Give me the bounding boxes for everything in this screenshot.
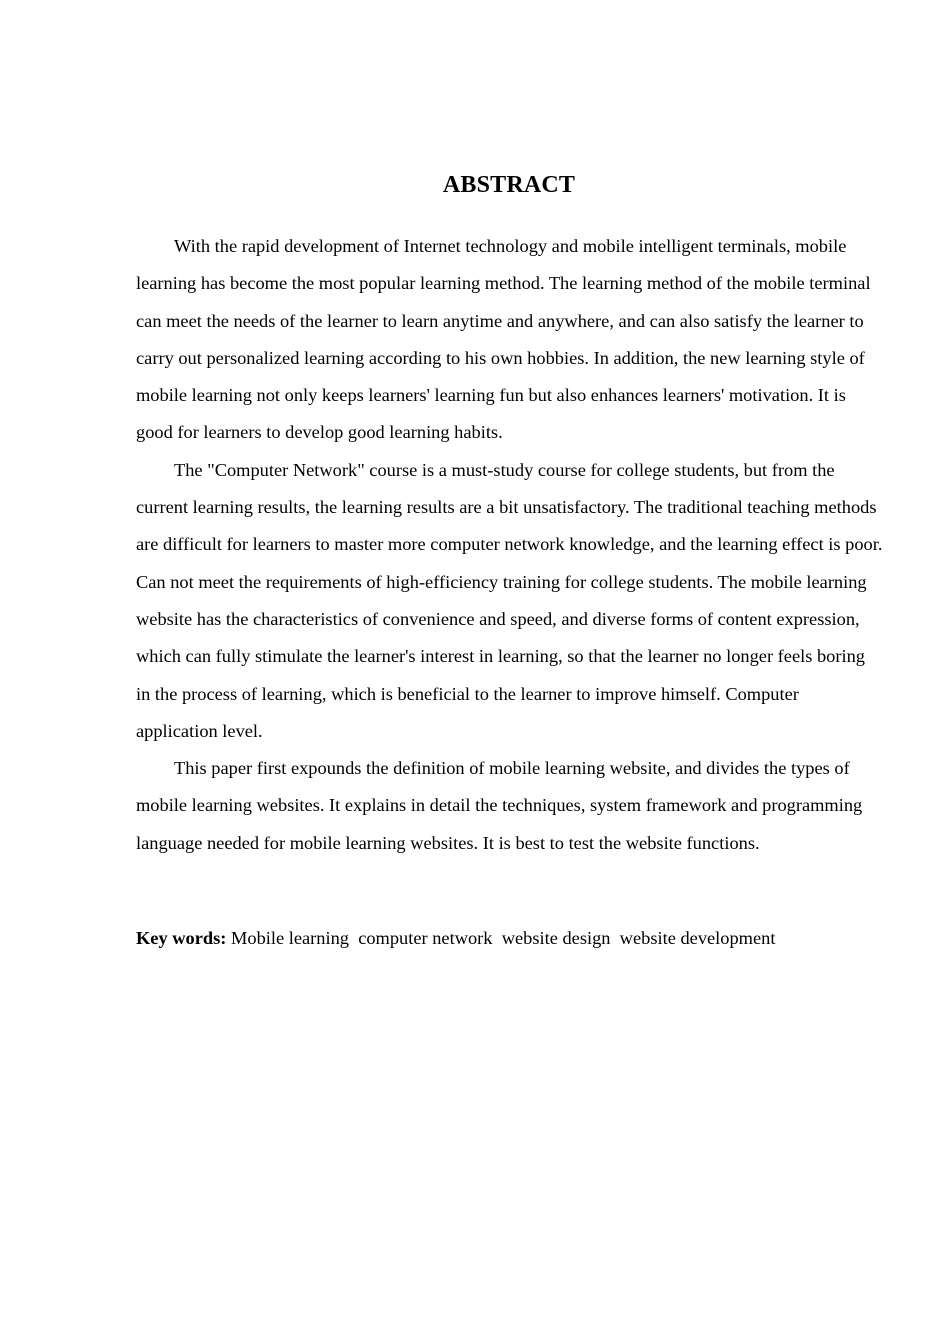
abstract-paragraph-2: The "Computer Network" course is a must-study course for college students, but from the current learning results, the learning results are a bit unsatisfactory. The traditional teaching methods are difficult for learners to master more computer network knowledge, and the learning effect is poor. Can not meet the requirements of high-efficiency training for college students. The mobile learning website has the characteristics of convenience and speed, and diverse forms of content expression, which can fully stimulate the learner's interest in learning, so that the learner no longer feels boring in the process of learning, which is beneficial to the learner to improve himself. Computer application level.: [136, 459, 883, 741]
keywords-line: [136, 924, 886, 952]
abstract-paragraph-1: With the rapid development of Internet technology and mobile intelligent terminals, mobile learning has become the most popular learning method. The learning method of the mobile terminal can meet the needs of the learner to learn anytime and anywhere, and can also satisfy the learner to carry out personalized learning according to his own hobbies. In addition, the new learning style of mobile learning not only keeps learners' learning fun but also enhances learners' motivation. It is good for learners to develop good learning habits.: [136, 236, 871, 443]
keywords-text: Mobile learning computer network website design website development: [226, 928, 776, 948]
abstract-body: [136, 228, 883, 862]
abstract-paragraph-3: This paper first expounds the definition of mobile learning website, and divides the types of mobile learning websites. It explains in detail the techniques, system framework and programming language needed for mobile learning websites. It is best to test the website functions.: [136, 758, 863, 853]
keywords-label: Key words:: [136, 928, 227, 948]
abstract-title: ABSTRACT: [442, 172, 576, 198]
